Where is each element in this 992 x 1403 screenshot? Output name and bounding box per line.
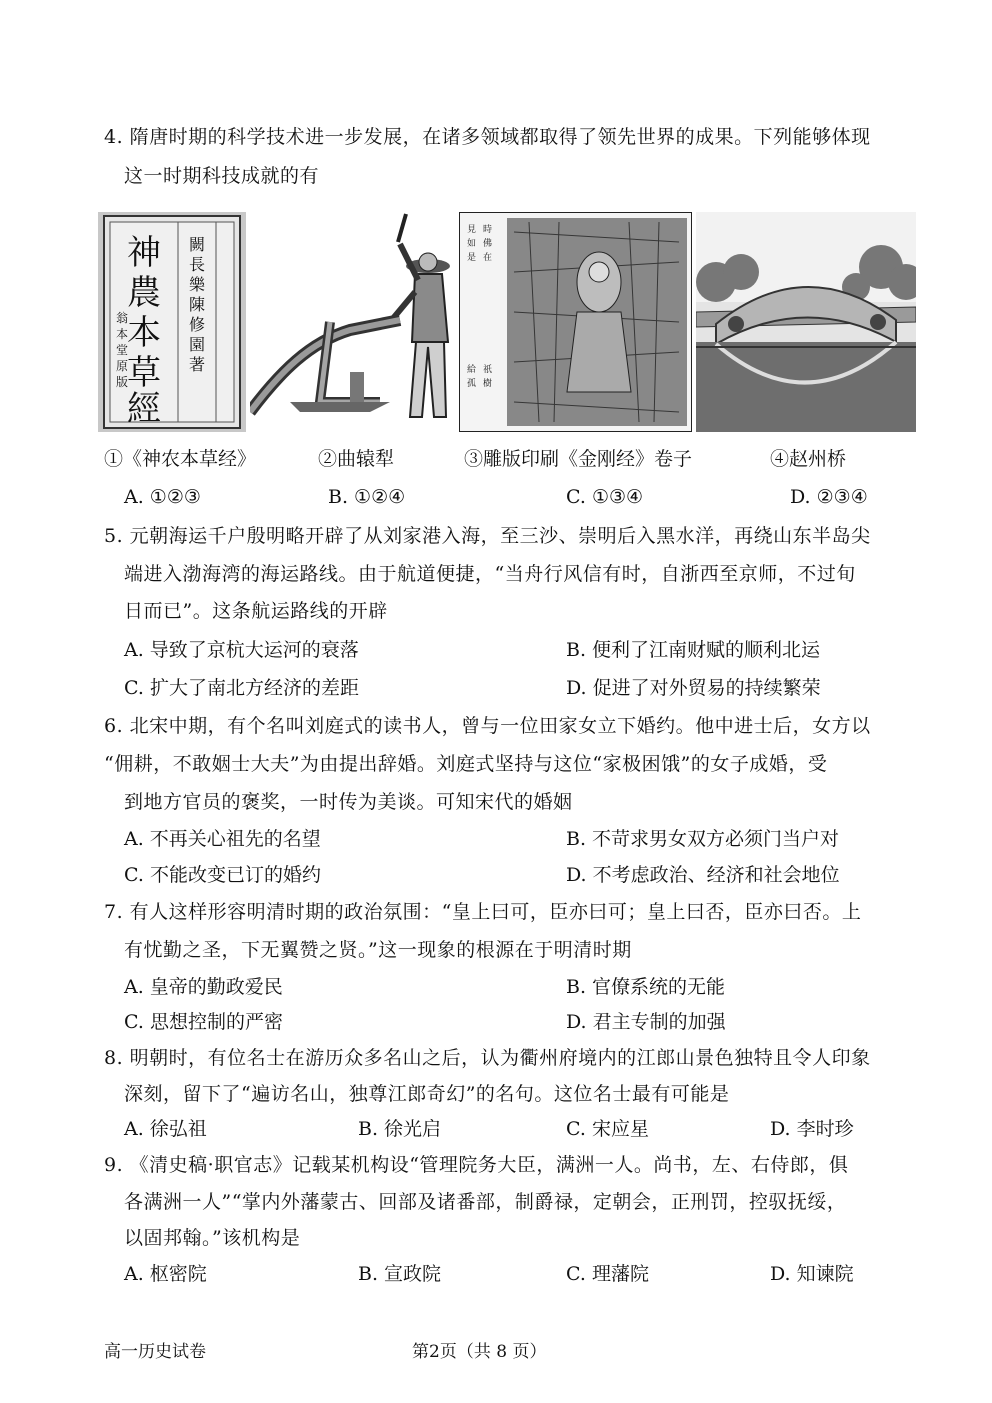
svg-text:如: 如: [467, 239, 477, 249]
q4-caption-4: ④赵州桥: [770, 448, 847, 470]
svg-text:版: 版: [115, 375, 129, 389]
diamond-sutra-print-image: [459, 212, 692, 432]
svg-text:本: 本: [127, 313, 161, 353]
svg-text:原: 原: [115, 359, 129, 373]
q8-option-a[interactable]: A. 徐弘祖: [124, 1118, 207, 1140]
q5-line-1: 5. 元朝海运千户殷明略开辟了从刘家港入海，至三沙、崇明后入黑水洋，再绕山东半岛尖: [104, 525, 871, 547]
svg-text:在: 在: [483, 253, 493, 263]
q8-option-c[interactable]: C. 宋应星: [566, 1118, 649, 1140]
svg-text:時: 時: [483, 225, 493, 235]
zhaozhou-bridge-image: [696, 212, 916, 432]
svg-text:闕: 闕: [188, 235, 206, 254]
q6-option-c[interactable]: C. 不能改变已订的婚约: [124, 864, 321, 886]
q6-option-a[interactable]: A. 不再关心祖先的名望: [124, 828, 321, 850]
q6-option-b[interactable]: B. 不苛求男女双方必须门当户对: [566, 828, 840, 850]
q9-line-2: 各满洲一人”“掌内外藩蒙古、回部及诸番部，制爵禄，定朝会，正刑罚，控驭抚绥，: [124, 1191, 847, 1213]
book-title-char: 神: [127, 233, 161, 273]
q6-option-d[interactable]: D. 不考虑政治、经济和社会地位: [566, 864, 840, 886]
svg-text:樹: 樹: [483, 379, 493, 389]
q4-option-a[interactable]: A. ①②③: [124, 486, 201, 508]
svg-text:見: 見: [467, 225, 477, 235]
svg-text:佛: 佛: [483, 239, 493, 249]
svg-text:是: 是: [467, 253, 477, 263]
q7-option-d[interactable]: D. 君主专制的加强: [566, 1011, 726, 1033]
q7-option-b[interactable]: B. 官僚系统的无能: [566, 976, 726, 998]
q4-option-c[interactable]: C. ①③④: [566, 486, 644, 508]
shennong-bencao-book-image: [98, 212, 246, 432]
svg-text:陳: 陳: [188, 295, 206, 314]
q5-line-3: 日而已”。这条航运路线的开辟: [124, 600, 388, 622]
q5-option-d[interactable]: D. 促进了对外贸易的持续繁荣: [566, 677, 821, 699]
quyuan-plough-image: [250, 212, 455, 432]
q9-option-d[interactable]: D. 知谏院: [770, 1263, 854, 1285]
svg-text:修: 修: [188, 315, 206, 334]
svg-text:翁: 翁: [115, 311, 129, 325]
q4-line-2: 这一时期科技成就的有: [124, 165, 320, 187]
q5-option-b[interactable]: B. 便利了江南财赋的顺利北运: [566, 639, 821, 661]
svg-text:農: 農: [127, 273, 161, 313]
svg-text:孤: 孤: [467, 379, 477, 389]
svg-text:給: 給: [467, 365, 477, 375]
q9-option-a[interactable]: A. 枢密院: [124, 1263, 207, 1285]
q8-option-b[interactable]: B. 徐光启: [358, 1118, 442, 1140]
q4-line-1: 4. 隋唐时期的科学技术进一步发展，在诸多领域都取得了领先世界的成果。下列能够体现: [104, 126, 871, 148]
q6-line-1: 6. 北宋中期，有个名叫刘庭式的读书人，曾与一位田家女立下婚约。他中进士后，女方以: [104, 715, 871, 737]
q7-option-a[interactable]: A. 皇帝的勤政爱民: [124, 976, 283, 998]
q9-option-c[interactable]: C. 理藩院: [566, 1263, 649, 1285]
q8-line-1: 8. 明朝时，有位名士在游历众多名山之后，认为衢州府境内的江郎山景色独特且令人印象: [104, 1047, 871, 1069]
q5-option-a[interactable]: A. 导致了京杭大运河的衰落: [124, 639, 359, 661]
q5-line-2: 端进入渤海湾的海运路线。由于航道便捷，“当舟行风信有时，自浙西至京师，不过旬: [124, 563, 856, 585]
svg-text:本: 本: [115, 327, 129, 341]
q4-caption-1: ①《神农本草经》: [104, 448, 257, 470]
q8-line-2: 深刻，留下了“遍访名山，独尊江郎奇幻”的名句。这位名士最有可能是: [124, 1083, 730, 1105]
q4-caption-3: ③雕版印刷《金刚经》卷子: [464, 448, 693, 470]
svg-text:經: 經: [127, 389, 161, 429]
q7-line-1: 7. 有人这样形容明清时期的政治氛围：“皇上曰可，臣亦曰可；皇上曰否，臣亦曰否。上: [104, 901, 862, 923]
svg-text:草: 草: [127, 353, 161, 393]
footer-exam-name: 高一历史试卷: [104, 1342, 206, 1362]
svg-text:著: 著: [188, 355, 206, 374]
q7-option-c[interactable]: C. 思想控制的严密: [124, 1011, 283, 1033]
q6-line-2: “佣耕，不敢姻士大夫”为由提出辞婚。刘庭式坚持与这位“家极困饿”的女子成婚，受: [104, 753, 828, 775]
q9-line-3: 以固邦翰。”该机构是: [124, 1227, 301, 1249]
svg-text:堂: 堂: [115, 343, 129, 357]
svg-text:長: 長: [188, 255, 206, 274]
q9-line-1: 9. 《清史稿·职官志》记载某机构设“管理院务大臣，满洲一人。尚书，左、右侍郎，俱: [104, 1154, 849, 1176]
q9-option-b[interactable]: B. 宣政院: [358, 1263, 442, 1285]
q7-line-2: 有忧勤之圣，下无翼赞之贤。”这一现象的根源在于明清时期: [124, 939, 632, 961]
q4-option-b[interactable]: B. ①②④: [328, 486, 406, 508]
q5-option-c[interactable]: C. 扩大了南北方经济的差距: [124, 677, 359, 699]
q4-caption-2: ②曲辕犁: [318, 448, 395, 470]
footer-page-number: 第2页（共 8 页）: [412, 1342, 547, 1362]
q8-option-d[interactable]: D. 李时珍: [770, 1118, 854, 1140]
q6-line-3: 到地方官员的褒奖，一时传为美谈。可知宋代的婚姻: [124, 791, 573, 813]
svg-text:祇: 祇: [483, 365, 493, 375]
svg-text:樂: 樂: [188, 275, 206, 294]
q4-option-d[interactable]: D. ②③④: [790, 486, 868, 508]
svg-text:園: 園: [188, 335, 206, 354]
